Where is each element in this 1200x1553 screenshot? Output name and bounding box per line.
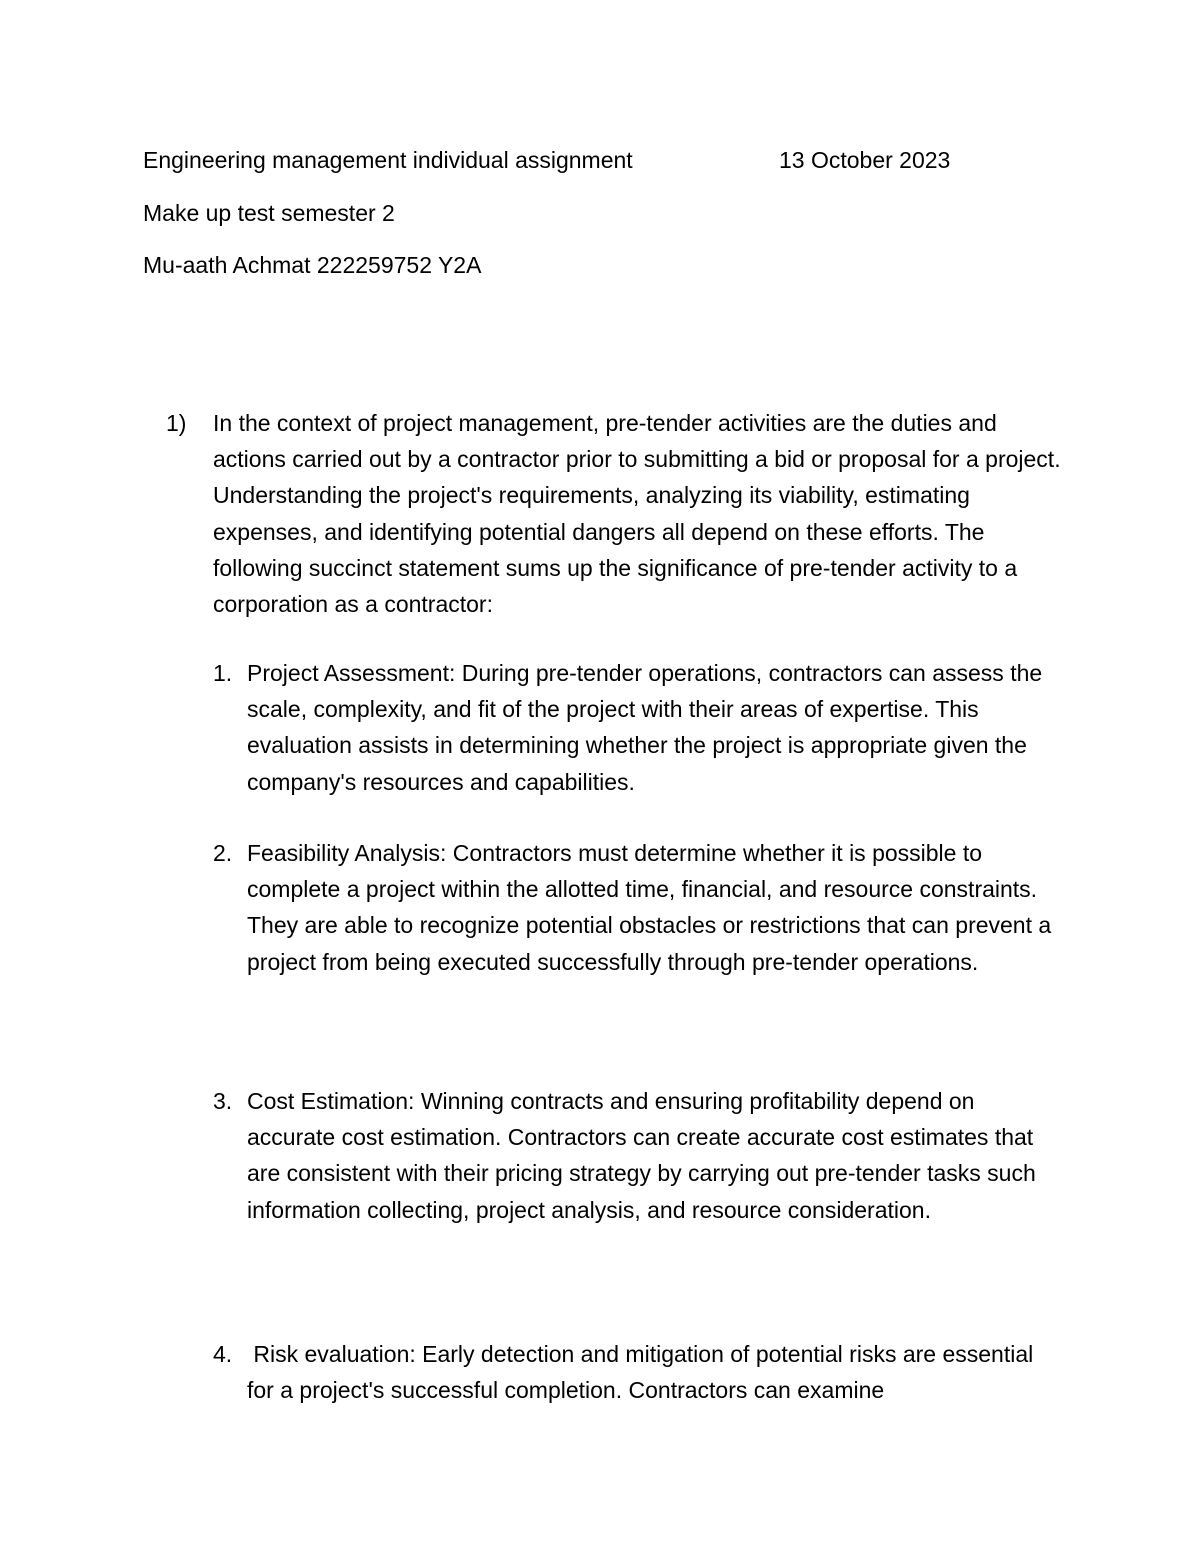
- document-subtitle: Make up test semester 2: [143, 200, 395, 226]
- list-item-text: Cost Estimation: Winning contracts and ensuring profitability depend on accurate cost estimation. Contractors can create accurate cost estimates that are consistent with their pricing strategy by carrying out pre-tender tasks such information collecting, project analysis, and resource consideration.: [247, 1088, 1036, 1223]
- question-marker: 1): [166, 410, 187, 436]
- list-item: [213, 835, 1063, 980]
- list-item-text: Feasibility Analysis: Contractors must determine whether it is possible to complete a project within the allotted time, financial, and resource constraints. They are able to recognize potential obstacles or restrictions that can prevent a project from being executed successfully through pre-tender operations.: [247, 840, 1052, 975]
- document-date: 13 October 2023: [779, 147, 951, 173]
- question-text: In the context of project management, pre-tender activities are the duties and actions carried out by a contractor prior to submitting a bid or proposal for a project. Understanding the project's requirements, analyzing its viability, estimating expenses, and identifying potential dangers all depend on these efforts. The following succinct statement sums up the significance of pre-tender activity to a corporation as a contractor:: [213, 410, 1061, 618]
- list-item-number: 1.: [213, 660, 233, 686]
- list-item: [213, 1336, 1063, 1408]
- document-title: Engineering management individual assignment: [143, 147, 633, 173]
- list-item-number: 3.: [213, 1088, 233, 1114]
- list-item: [213, 1083, 1063, 1228]
- list-item: [213, 655, 1063, 800]
- list-item-text: Project Assessment: During pre-tender operations, contractors can assess the scale, complexity, and fit of the project with their areas of expertise. This evaluation assists in determining whether the project is appropriate given the company's resources and capabilities.: [247, 660, 1043, 795]
- student-info: Mu-aath Achmat 222259752 Y2A: [143, 252, 482, 278]
- list-item-number: 4.: [213, 1341, 233, 1367]
- list-item-text: Risk evaluation: Early detection and mitigation of potential risks are essential for a project's successful completion. Contractors can examine: [247, 1341, 1040, 1404]
- list-item-number: 2.: [213, 840, 233, 866]
